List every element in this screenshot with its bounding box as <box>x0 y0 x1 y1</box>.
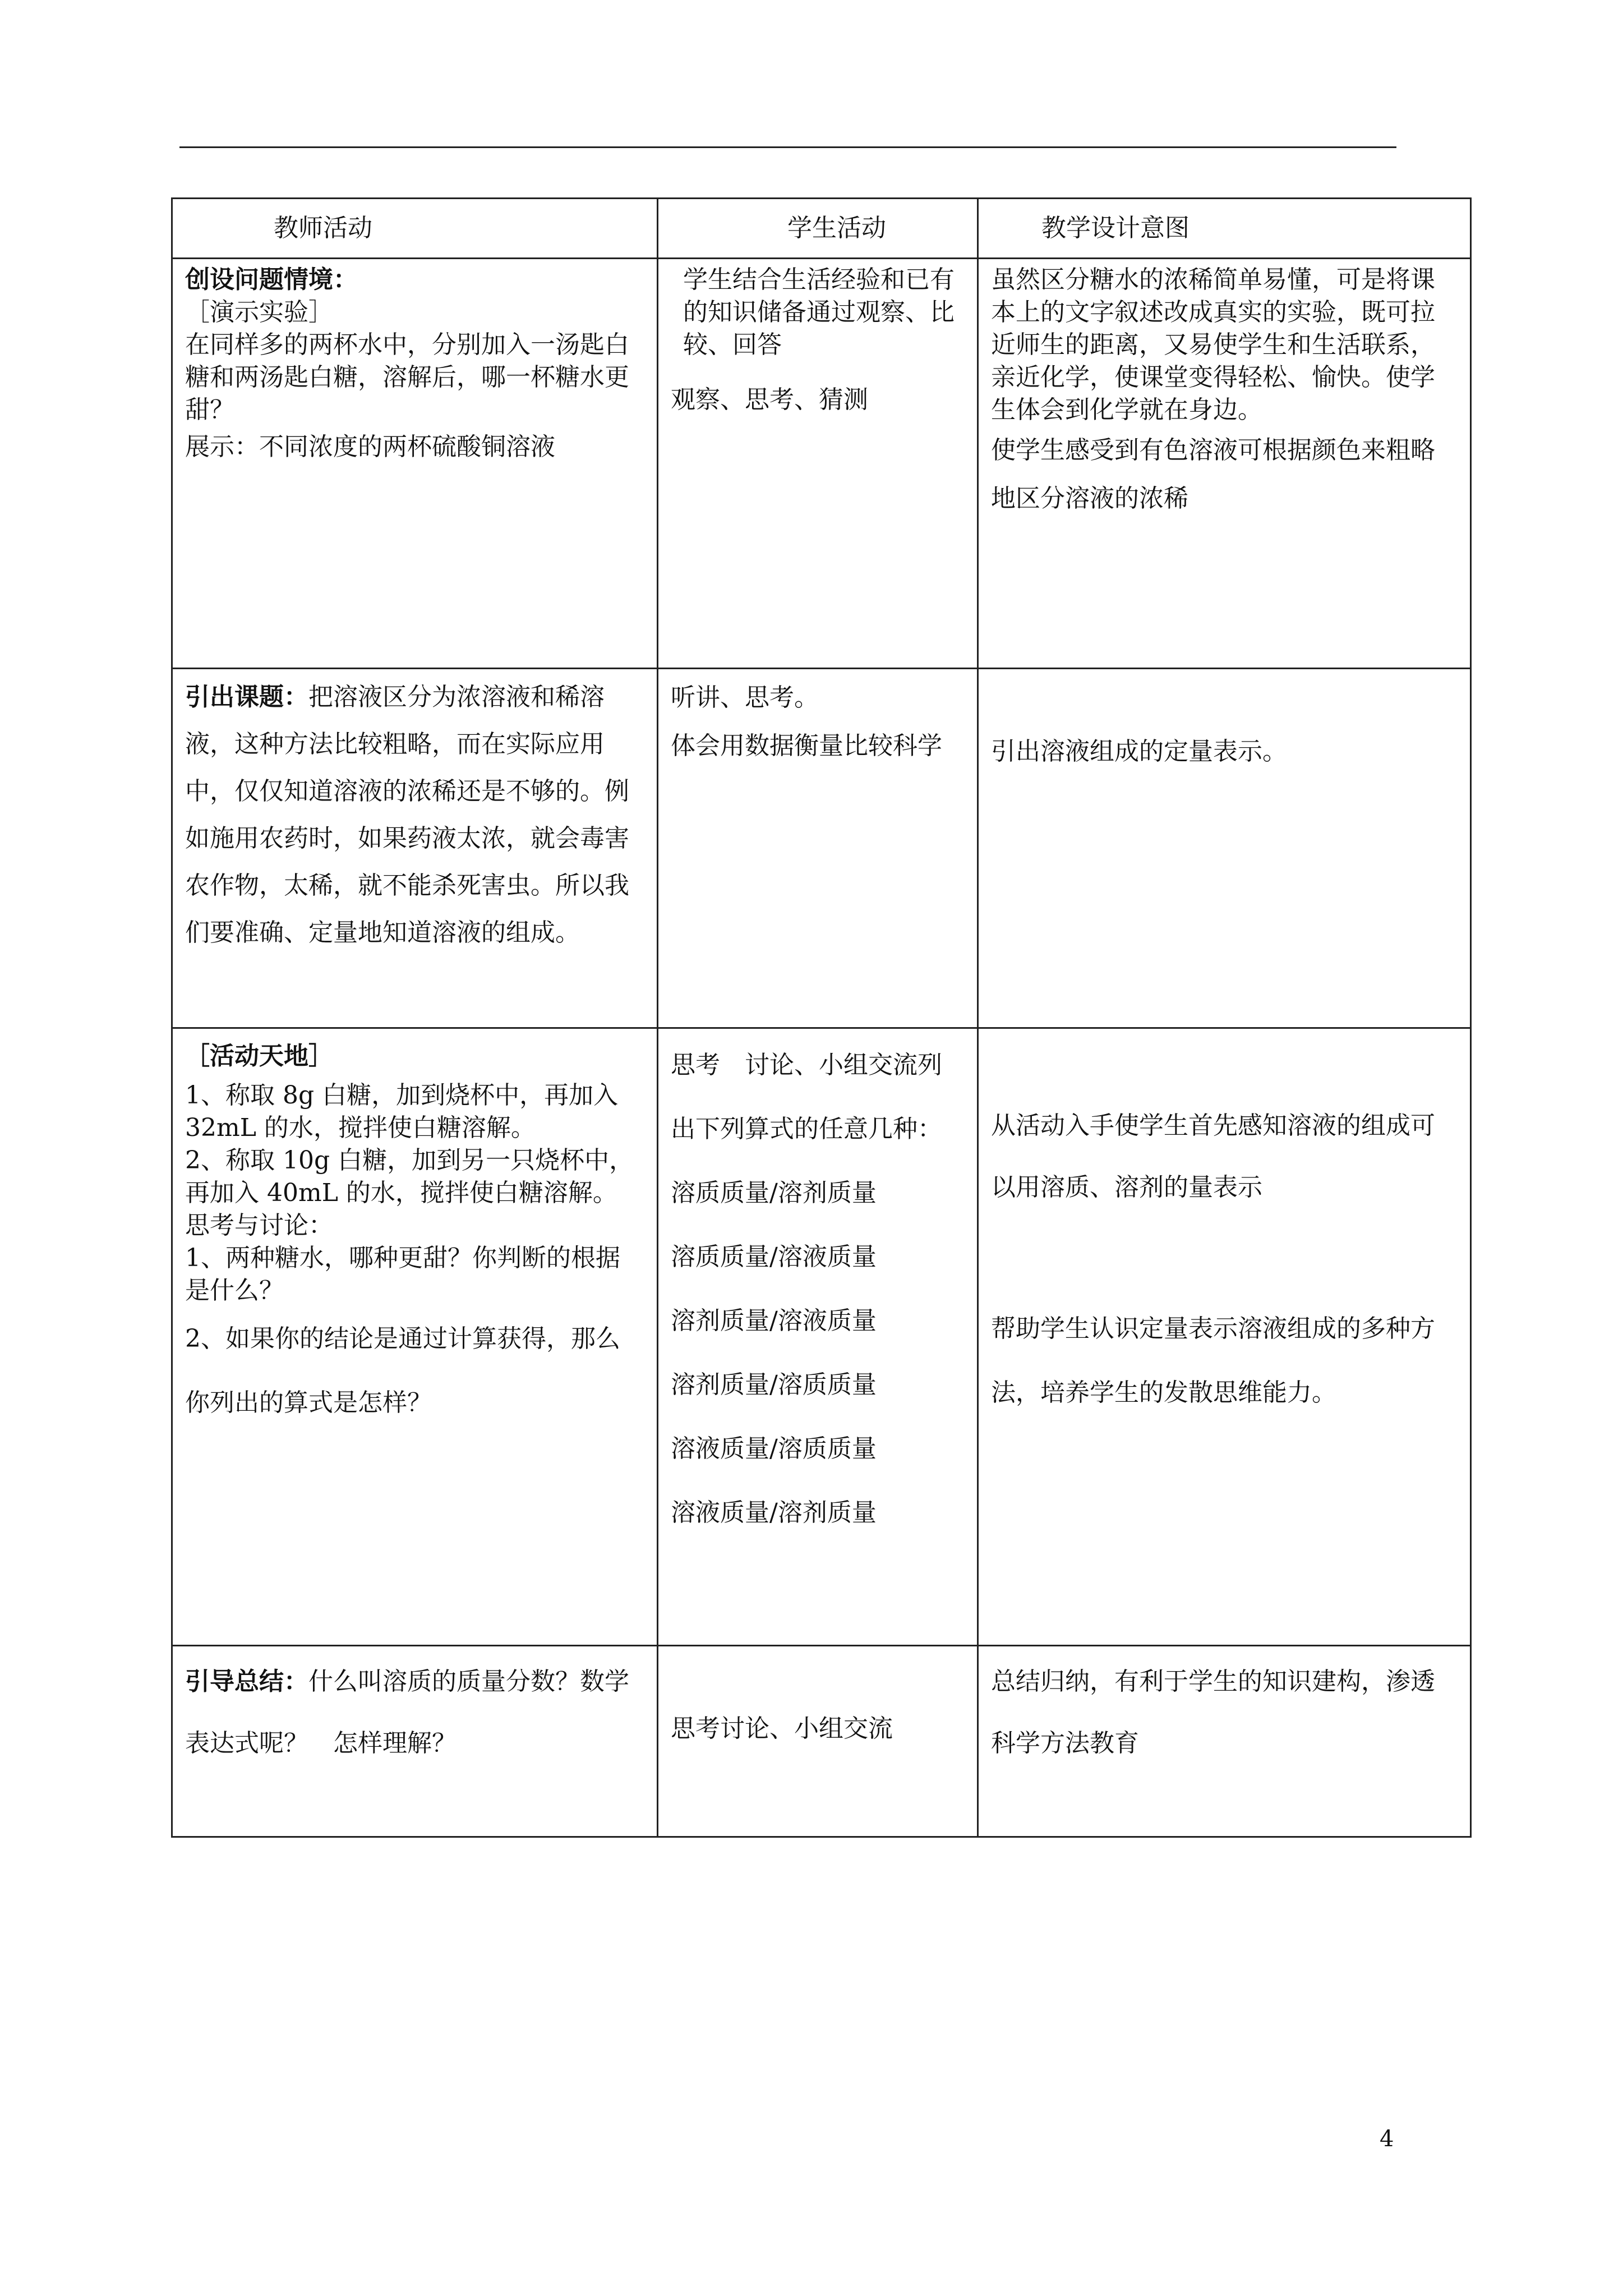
student-cell <box>658 1646 978 1837</box>
text-line <box>185 264 644 296</box>
cell-text: 思考与讨论： <box>185 1211 333 1240</box>
header-student-activity: 学生活动 <box>658 199 978 259</box>
formula-option: 溶液质量/溶质质量 <box>671 1434 877 1463</box>
header-rule <box>179 146 1396 148</box>
cell-text: 引出溶液组成的定量表示。 <box>991 737 1287 766</box>
formula-option: 溶液质量/溶剂质量 <box>671 1498 877 1527</box>
text-line <box>185 1307 644 1435</box>
cell-text: 2、如果你的结论是通过计算获得，那么你列出的算式是怎样？ <box>185 1324 620 1417</box>
bold-heading: ［活动天地］ <box>185 1042 333 1070</box>
cell-text: 体会用数据衡量比较科学 <box>671 731 942 760</box>
table-header-row <box>172 199 1471 259</box>
cell-text: 观察、思考、猜测 <box>671 385 868 414</box>
intent-cell <box>978 669 1471 1028</box>
cell-text: 1、两种糖水，哪种更甜？你判断的根据是什么？ <box>185 1244 620 1305</box>
teacher-cell <box>172 1028 658 1646</box>
cell-text: 总结归纳，有利于学生的知识建构，渗透科学方法教育 <box>991 1667 1435 1757</box>
formula-option: 溶剂质量/溶液质量 <box>671 1306 877 1335</box>
intent-cell <box>978 1028 1471 1646</box>
text-line <box>185 1242 644 1307</box>
cell-text: 什么叫溶质的质量分数？数学表达式呢？ 怎样理解？ <box>185 1667 629 1757</box>
formula-option: 溶质质量/溶剂质量 <box>671 1179 877 1207</box>
text-line <box>185 1209 644 1242</box>
bold-heading: 创设问题情境： <box>185 265 358 294</box>
text-line <box>185 329 644 426</box>
cell-text: 展示：不同浓度的两杯硫酸铜溶液 <box>185 432 555 461</box>
teacher-cell <box>172 259 658 669</box>
table-row <box>172 1646 1471 1837</box>
cell-text: 思考 讨论、小组交流列出下列算式的任意几种： <box>671 1051 942 1143</box>
teacher-cell <box>172 1646 658 1837</box>
bold-heading: 引出课题： <box>185 683 308 711</box>
formula-option: 溶质质量/溶液质量 <box>671 1243 877 1271</box>
cell-text: 帮助学生认识定量表示溶液组成的多种方法，培养学生的发散思维能力。 <box>991 1314 1435 1407</box>
student-cell <box>658 669 978 1028</box>
intent-cell <box>978 259 1471 669</box>
cell-text: 使学生感受到有色溶液可根据颜色来粗略地区分溶液的浓稀 <box>991 436 1435 513</box>
cell-text: 2、称取 10g 白糖，加到另一只烧杯中，再加入 40mL 的水，搅拌使白糖溶解。 <box>185 1146 634 1207</box>
table-row <box>172 259 1471 669</box>
table-row <box>172 669 1471 1028</box>
header-design-intent: 教学设计意图 <box>978 199 1471 259</box>
cell-text: 听讲、思考。 <box>671 683 819 712</box>
cell-text: 学生结合生活经验和已有的知识储备通过观察、比较、回答 <box>683 265 955 359</box>
bold-heading: 引导总结： <box>185 1667 308 1696</box>
cell-text: 虽然区分糖水的浓稀简单易懂，可是将课本上的文字叙述改成真实的实验，既可拉近师生的距离，又易使学生和生活联系，亲近化学，使课堂变得轻松、愉快。使学生体会到化学就在身边。 <box>991 265 1435 424</box>
cell-text: 把溶液区分为浓溶液和稀溶液，这种方法比较粗略，而在实际应用中，仅仅知道溶液的浓稀还是不够的。例如施用农药时，如果药液太浓，就会毒害农作物，太稀，就不能杀死害虫。所以我们要准确、定量地知道溶液的组成。 <box>185 683 629 947</box>
student-cell <box>658 259 978 669</box>
intent-cell <box>978 1646 1471 1837</box>
table-row <box>172 1028 1471 1646</box>
page-number: 4 <box>1380 2126 1394 2152</box>
cell-text: 从活动入手使学生首先感知溶液的组成可以用溶质、溶剂的量表示 <box>991 1111 1435 1202</box>
teacher-cell <box>172 669 658 1028</box>
lesson-plan-table <box>171 197 1472 1838</box>
text-line <box>185 1144 644 1209</box>
text-line <box>185 1079 644 1144</box>
text-line <box>185 674 644 956</box>
cell-text: 在同样多的两杯水中，分别加入一汤匙白糖和两汤匙白糖，溶解后，哪一杯糖水更甜？ <box>185 330 629 424</box>
formula-option: 溶剂质量/溶质质量 <box>671 1370 877 1399</box>
text-line <box>185 296 644 329</box>
cell-text: ［演示实验］ <box>185 298 333 326</box>
header-teacher-activity: 教师活动 <box>172 199 658 259</box>
text-line <box>185 431 644 463</box>
cell-text: 1、称取 8g 白糖，加到烧杯中，再加入 32mL 的水，搅拌使白糖溶解。 <box>185 1081 619 1142</box>
student-cell <box>658 1028 978 1646</box>
text-line <box>185 1651 644 1774</box>
cell-text: 思考讨论、小组交流 <box>671 1714 893 1743</box>
text-line <box>185 1033 644 1079</box>
